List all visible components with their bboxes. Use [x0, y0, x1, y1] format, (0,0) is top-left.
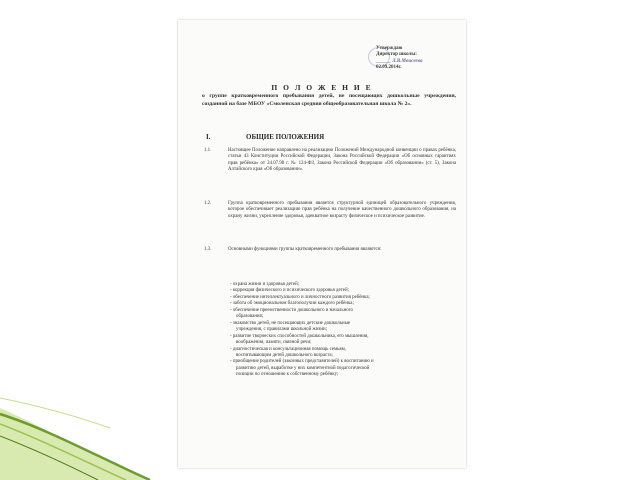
list-item-continuation: воображения, памяти, связной речи;	[236, 340, 312, 346]
clause-1-1	[204, 148, 456, 174]
clause-number: 1.1.	[204, 148, 212, 153]
list-item-continuation: развитию детей, выработке у них компетентной педагогической	[236, 365, 370, 371]
clause-1-2	[204, 201, 456, 220]
section-heading	[206, 133, 446, 141]
document-title: П О Л О Ж Е Н И Е	[271, 83, 373, 92]
list-item: - коррекция физического и психического здоровья детей;	[230, 288, 349, 294]
approval-date: 02.09.2014г.	[376, 65, 402, 71]
list-item: - знакомство детей, не посещающих детские дошкольные	[230, 320, 351, 326]
clause-number: 1.3.	[204, 247, 212, 252]
list-item: - забота об эмоциональном благополучии каждого ребёнка;	[230, 301, 354, 307]
approval-line-2: Директор школы:	[376, 52, 417, 58]
clause-number: 1.2.	[204, 201, 212, 206]
list-item: - приобщение родителей (законных представителей) к воспитанию и	[230, 359, 374, 365]
document-subtitle: о группе кратковременного пребывания детей, не посещающих дошкольные учреждения, созданной на базе МБОУ «Смоленская средняя общеобразовательная школа № 2».	[202, 93, 456, 107]
functions-list	[230, 282, 456, 379]
list-item: - охрана жизни и здоровья детей;	[230, 282, 300, 287]
list-item: - развитие творческих способностей дошкольника, его мышления,	[230, 333, 369, 339]
list-item-continuation: образования;	[236, 314, 264, 320]
approval-block	[376, 46, 466, 72]
clause-1-3	[204, 247, 456, 253]
list-item-continuation: учреждения, с правилами школьной жизни;	[236, 327, 327, 333]
approval-line-1: Утверждаю	[376, 46, 403, 51]
list-item-continuation: воспитывающим детей дошкольного возраста;	[236, 352, 333, 358]
clause-text: Основными функциями группы кратковременного пребывания являются:	[228, 247, 382, 252]
approval-signature-line: ______ Л.В.Моисеева	[376, 58, 423, 64]
clause-text: Группа кратковременного пребывания является структурной единицей образовательного учреждения, которое обеспечивает реализацию прав ребёнка на получение качественного дошкольного образования, на охрану жизни, укрепление здоровья, адекватное возрасту физическое и психическое развитие.	[228, 201, 456, 219]
list-item: - обеспечение интеллектуального и личностного развития ребёнка;	[230, 294, 370, 300]
section-title: ОБЩИЕ ПОЛОЖЕНИЯ	[246, 133, 325, 141]
scanned-document-page	[178, 20, 466, 468]
section-number: I.	[206, 133, 211, 141]
list-item-continuation: позиции по отношению к собственному ребёнку;	[236, 372, 339, 378]
clause-text: Настоящее Положение направлено на реализацию Положений Международной конвенции о правах ребёнка, статьи 43 Конституции Российской Федерации, Закона Российской Федерации «Об основных гарантиях прав ребёнка» от 24.07.98 г. № 124-ФЗ, Закона Российской Федерации «Об образовании» (ст. 5), Закона Алтайского края «Об образовании».	[228, 148, 456, 173]
list-item: - диагностическая и консультационная помощь семьям,	[230, 346, 346, 352]
list-item: - обеспечение преемственности дошкольного и начального	[230, 307, 353, 313]
